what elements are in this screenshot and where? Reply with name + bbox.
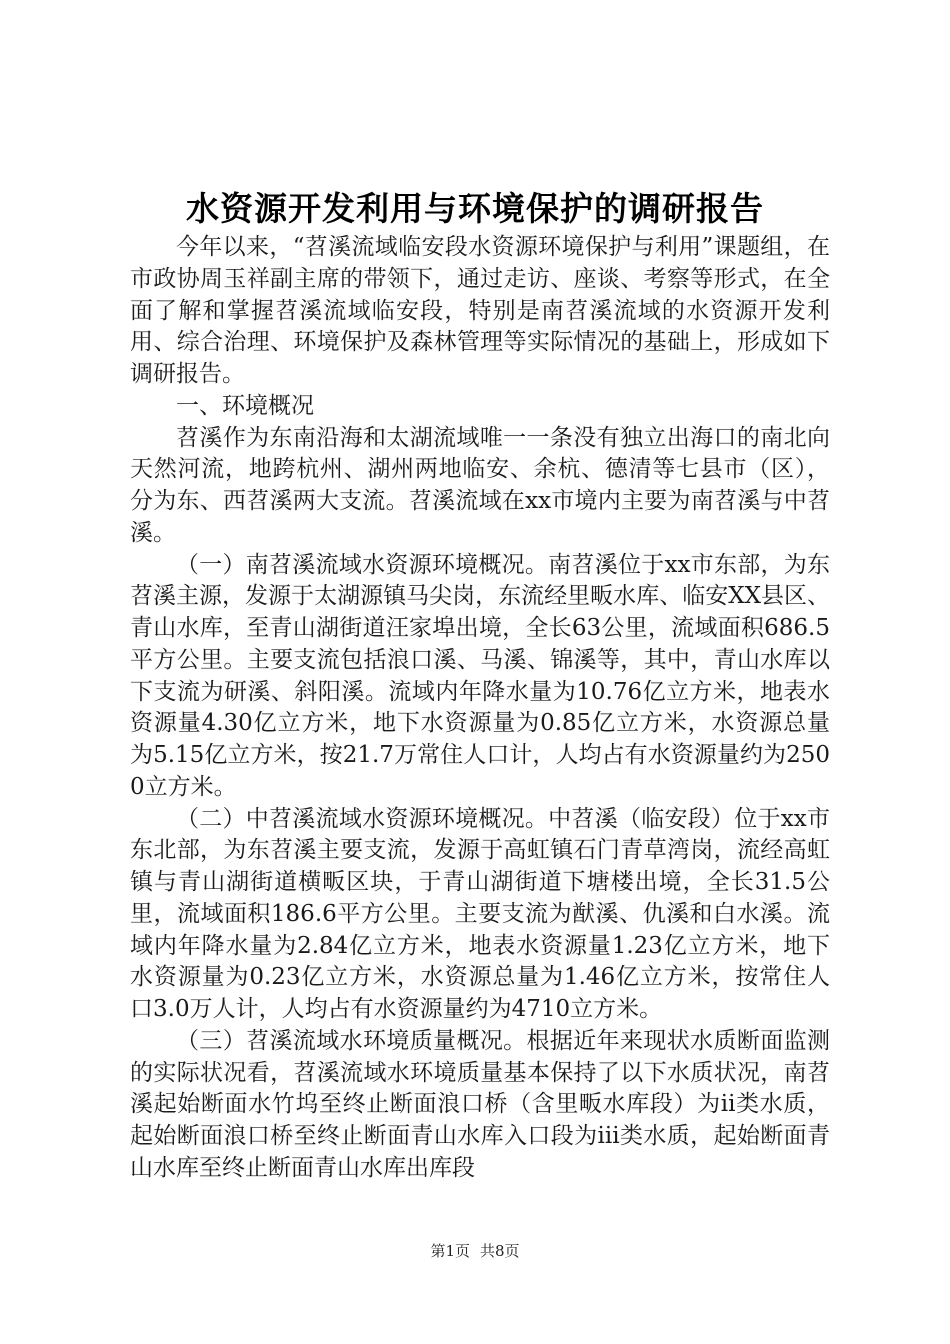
paragraph-middle-tiaoxi: （二）中苕溪流域水资源环境概况。中苕溪（临安段）位于xx市东北部，为东苕溪主要支流，发源于高虹镇石门青草湾岗，流经高虹镇与青山湖街道横畈区块，于青山湖街道下塘楼出境，全长31.5公里，流域面积186.6平方公里。主要支流为猷溪、仇溪和白水溪。流域内年降水量为2.84亿立方米，地表水资源量1.23亿立方米，地下水资源量为0.23亿立方米，水资源总量为1.46亿立方米，按常住人口3.0万人计，人均占有水资源量约为4710立方米。 (130, 805, 830, 1022)
document-title: 水资源开发利用与环境保护的调研报告 (186, 189, 764, 228)
paragraph-water-quality: （三）苕溪流域水环境质量概况。根据近年来现状水质断面监测的实际状况看，苕溪流域水环境质量基本保持了以下水质状况，南苕溪起始断面水竹坞至终止断面浪口桥（含里畈水库段）为ii类水质，起始断面浪口桥至终止断面青山水库入口段为iii类水质，起始断面青山水库至终止断面青山水库出库段 (130, 1027, 830, 1181)
page-footer (0, 1241, 950, 1261)
section-heading-environment: 一、环境概况 (176, 392, 314, 419)
page-total: 共8页 (480, 1242, 520, 1260)
paragraph-intro: 今年以来，“苕溪流域临安段水资源环境保护与利用”课题组，在市政协周玉祥副主席的带领下，通过走访、座谈、考察等形式，在全面了解和掌握苕溪流域临安段，特别是南苕溪流域的水资源开发利用、综合治理、环境保护及森林管理等实际情况的基础上，形成如下调研报告。 (130, 234, 830, 387)
page-number: 第1页 (430, 1242, 470, 1260)
paragraph-south-tiaoxi: （一）南苕溪流域水资源环境概况。南苕溪位于xx市东部，为东苕溪主源，发源于太湖源镇马尖岗，东流经里畈水库、临安XX县区、青山水库，至青山湖街道汪家埠出境，全长63公里，流域面积686.5平方公里。主要支流包括浪口溪、马溪、锦溪等，其中，青山水库以下支流为研溪、斜阳溪。流域内年降水量为10.76亿立方米，地表水资源量4.30亿立方米，地下水资源量为0.85亿立方米，水资源总量为5.15亿立方米，按21.7万常住人口计，人均占有水资源量约为2500立方米。 (130, 551, 830, 800)
document-body (130, 232, 830, 1185)
paragraph-overview: 苕溪作为东南沿海和太湖流域唯一一条没有独立出海口的南北向天然河流，地跨杭州、湖州两地临安、余杭、德清等七县市（区），分为东、西苕溪两大支流。苕溪流域在xx市境内主要为南苕溪与中苕溪。 (130, 424, 830, 546)
